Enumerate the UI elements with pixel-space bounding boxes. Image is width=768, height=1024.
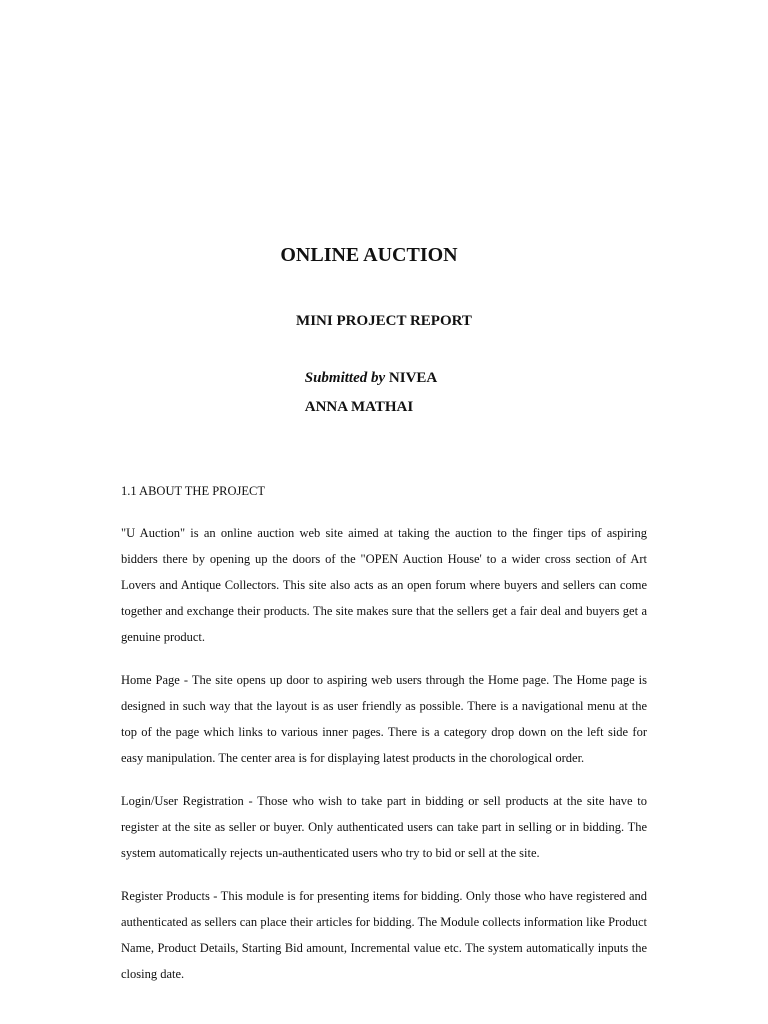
paragraph-home-page: Home Page - The site opens up door to aspiring web users through the Home page. The Home page is designed in such way that the layout is as user friendly as possible. There is a navigational menu at the top of the page which links to various inner pages. There is a category drop down on the left side for easy manipulation. The center area is for displaying latest products in the chorological order.: [121, 673, 647, 765]
submitted-by-line: [0, 370, 742, 387]
document-subtitle: MINI PROJECT REPORT: [296, 313, 472, 329]
paragraph-login-registration: Login/User Registration - Those who wish to take part in bidding or sell products at the site have to register at the site as seller or buyer. Only authenticated users can take part in selling or in bidding. The system automatically rejects un-authenticated users who try to bid or sell at the site.: [121, 794, 647, 860]
section-heading: 1.1 ABOUT THE PROJECT: [121, 484, 266, 498]
paragraph-intro: "U Auction" is an online auction web site aimed at taking the auction to the finger tips of aspiring bidders there by opening up the doors of the "OPEN Auction House' to a wider cross section of Art Lovers and Antique Collectors. This site also acts as an open forum where buyers and sellers can come together and exchange their products. The site makes sure that the sellers get a fair deal and buyers get a genuine product.: [121, 526, 647, 644]
submitted-by-label: Submitted by: [304, 370, 386, 386]
document-title: ONLINE AUCTION: [280, 244, 458, 266]
paragraph-register-products: Register Products - This module is for presenting items for bidding. Only those who have registered and authenticated as sellers can place their articles for bidding. The Module collects information like Product Name, Product Details, Starting Bid amount, Incremental value etc. The system automatically inputs the closing date.: [121, 889, 647, 981]
author-name-second: ANNA MATHAI: [304, 399, 414, 415]
document-body: [121, 478, 647, 1004]
author-name-first: NIVEA: [388, 370, 438, 386]
